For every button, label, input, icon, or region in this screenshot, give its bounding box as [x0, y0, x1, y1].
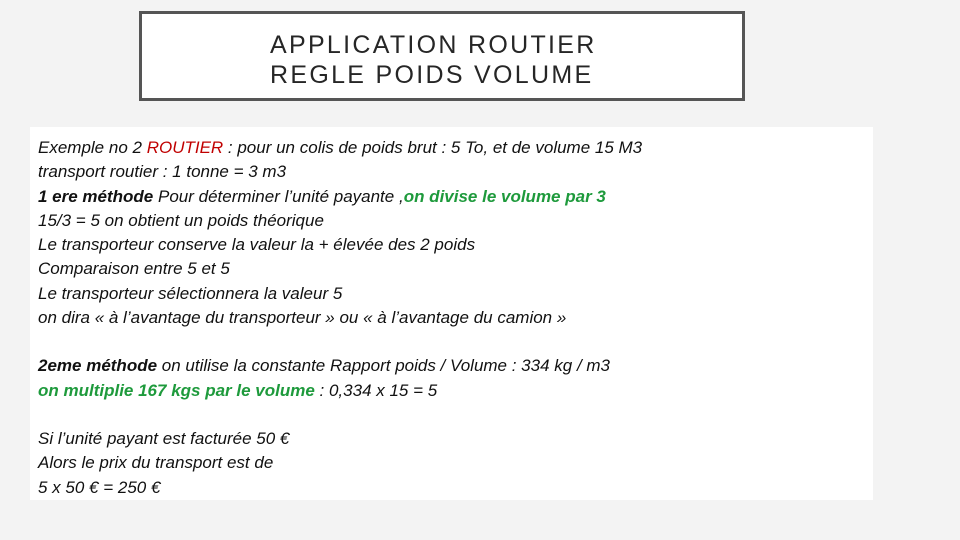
comparison-line: Comparaison entre 5 et 5	[38, 259, 230, 279]
conversion-line: transport routier : 1 tonne = 3 m3	[38, 162, 287, 182]
total-price-line: 5 x 50 € = 250 €	[38, 477, 161, 497]
method-1-line	[38, 185, 642, 209]
slide-title-line-1: APPLICATION ROUTIER	[270, 31, 597, 59]
saying-line: on dira « à l’avantage du transporteur » ou « à l’avantage du camion »	[38, 308, 567, 328]
example-label: Exemple no 2	[38, 138, 147, 157]
unit-price-line: Si l’unité payant est facturée 50 €	[38, 428, 290, 448]
paragraph-price	[38, 427, 642, 500]
method-1-highlight: on divise le volume par 3	[403, 186, 606, 206]
example-line	[38, 136, 642, 160]
paragraph-method-1	[38, 136, 642, 330]
paragraph-method-2	[38, 354, 642, 403]
slide-title-line-2: REGLE POIDS VOLUME	[270, 61, 594, 89]
multiply-line	[38, 379, 642, 403]
method-2-line	[38, 354, 642, 378]
method-2-text: on utilise la constante Rapport poids / Volume : 334 kg / m3	[157, 356, 611, 376]
rule-line: Le transporteur conserve la valeur la + élevée des 2 poids	[38, 235, 476, 255]
method-1-text: Pour déterminer l’unité payante ,	[153, 186, 404, 206]
multiply-result: : 0,334 x 15 = 5	[319, 380, 438, 400]
content-box	[30, 127, 873, 500]
method-1-label: 1 ere méthode	[38, 186, 154, 206]
routier-keyword: ROUTIER	[146, 138, 224, 157]
text-block	[38, 136, 642, 500]
method-2-highlight: on multiplie 167 kgs par le volume	[38, 380, 320, 400]
selection-line: Le transporteur sélectionnera la valeur 5	[38, 283, 343, 303]
calculation-line: 15/3 = 5 on obtient un poids théorique	[38, 210, 324, 230]
method-2-label: 2eme méthode	[38, 356, 158, 376]
example-details: : pour un colis de poids brut : 5 To, et de volume 15 M3	[223, 138, 643, 157]
title-box	[139, 11, 745, 101]
transport-price-line: Alors le prix du transport est de	[38, 453, 274, 473]
